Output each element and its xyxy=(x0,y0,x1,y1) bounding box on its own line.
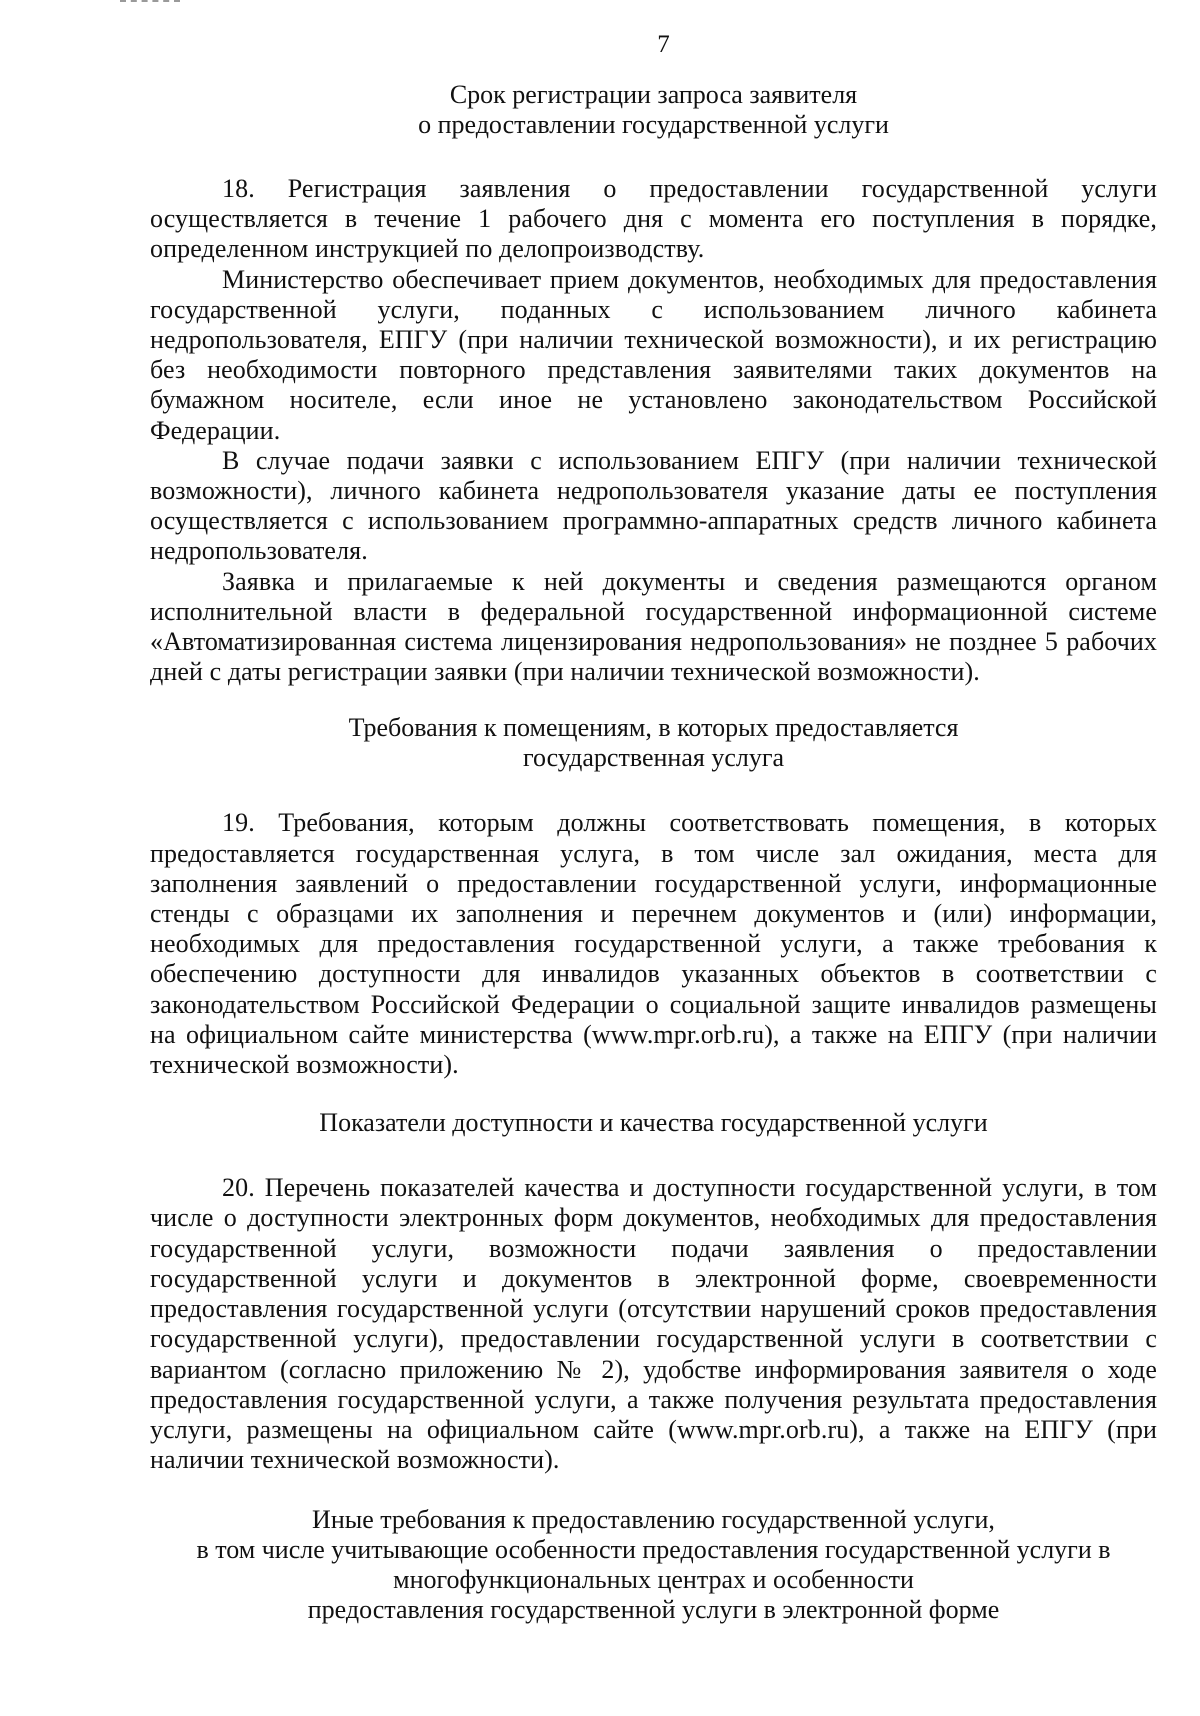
section-heading-quality-indicators xyxy=(150,1108,1157,1138)
heading-line: многофункциональных центрах и особенности xyxy=(393,1565,914,1595)
section-heading-premises-requirements xyxy=(150,713,1157,773)
document-page xyxy=(150,30,1157,1625)
paragraph-20: 20. Перечень показателей качества и доступности государственной услуги, в том числе о доступности электронных форм документов, необходимых для предоставления государственной услуги, возможности подачи заявления о предоставлении государственной услуги и документов в электронной форме, своевременности предоставления государственной услуги (отсутствии нарушений сроков предоставления государственной услуги), предоставлении государственной услуги в соответствии с вариантом (согласно приложению № 2), удобстве информирования заявителя о ходе предоставления государственной услуги, а также получения результата предоставления услуги, размещены на официальном сайте (www.mpr.orb.ru), а также на ЕПГУ (при наличии технической возможности). xyxy=(150,1173,1157,1475)
heading-line: Иные требования к предоставлению государственной услуги, xyxy=(312,1505,995,1535)
heading-line: предоставления государственной услуги в электронной форме xyxy=(307,1595,1000,1625)
scan-artifact-mark xyxy=(120,0,180,5)
heading-line: в том числе учитывающие особенности предоставления государственной услуги в xyxy=(196,1535,1111,1565)
paragraph-19: 19. Требования, которым должны соответствовать помещения, в которых предоставляется государственная услуга, в том числе зал ожидания, места для заполнения заявлений о предоставлении государственной услуги, информационные стенды с образцами их заполнения и перечнем документов и (или) информации, необходимых для предоставления государственной услуги, а также требования к обеспечению доступности для инвалидов указанных объектов в соответствии с законодательством Российской Федерации о социальной защите инвалидов размещены на официальном сайте министерства (www.mpr.orb.ru), а также на ЕПГУ (при наличии технической возможности). xyxy=(150,808,1157,1080)
paragraph-ministry-acceptance: Министерство обеспечивает прием документов, необходимых для предоставления государственной услуги, поданных с использованием личного кабинета недропользователя, ЕПГУ (при наличии технической возможности), и их регистрацию без необходимости повторного представления заявителями таких документов на бумажном носителе, если иное не установлено законодательством Российской Федерации. xyxy=(150,264,1157,445)
section-heading-other-requirements xyxy=(150,1505,1157,1625)
heading-line: о предоставлении государственной услуги xyxy=(418,110,889,139)
paragraph-18: 18. Регистрация заявления о предоставлении государственной услуги осуществляется в течение 1 рабочего дня с момента его поступления в порядке, определенном инструкцией по делопроизводству. xyxy=(150,174,1157,264)
heading-line: государственная услуга xyxy=(522,743,785,773)
paragraph-application-placement: Заявка и прилагаемые к ней документы и сведения размещаются органом исполнительной власти в федеральной государственной информационной системе «Автоматизированная система лицензирования недропользования» не позднее 5 рабочих дней с даты регистрации заявки (при наличии технической возможности). xyxy=(150,566,1157,687)
page-number: 7 xyxy=(657,31,670,58)
section-heading-registration-term xyxy=(150,80,1157,140)
heading-line: Требования к помещениям, в которых предоставляется xyxy=(348,713,959,743)
heading-line: Показатели доступности и качества государственной услуги xyxy=(319,1108,988,1138)
paragraph-submission-date: В случае подачи заявки с использованием ЕПГУ (при наличии технической возможности), личного кабинета недропользователя указание даты ее поступления осуществляется с использованием программно-аппаратных средств личного кабинета недропользователя. xyxy=(150,445,1157,566)
heading-line: Срок регистрации запроса заявителя xyxy=(449,80,858,109)
